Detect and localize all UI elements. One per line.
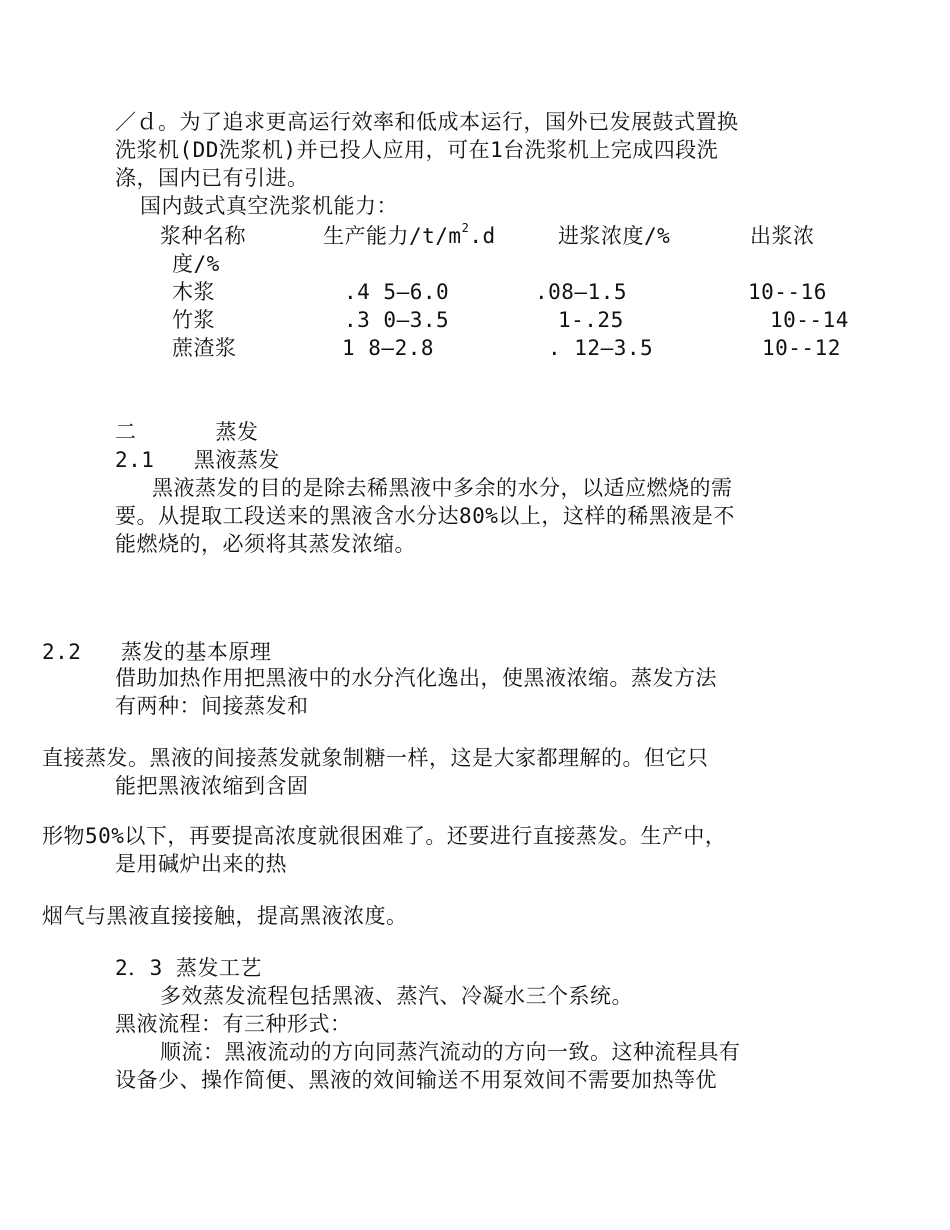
table-header-outlet-cont: 度/% [172, 252, 220, 276]
paragraph-line: 借助加热作用把黑液中的水分汽化逸出，使黑液浓缩。蒸发方法 [115, 666, 717, 690]
table-cell: .4 5—6.0 [344, 280, 450, 304]
intro-line-1: ／ｄ。为了追求更高运行效率和低成本运行，国外已发展鼓式置换 [115, 110, 739, 134]
intro-line-3: 涤，国内已有引进。 [115, 166, 309, 190]
table-cell: 10--14 [770, 308, 849, 332]
paragraph-line: 多效蒸发流程包括黑液、蒸汽、冷凝水三个系统。 [160, 984, 633, 1008]
table-cell: 1 8—2.8 [342, 336, 435, 360]
subsection-heading: 2.2 蒸发的基本原理 [42, 640, 272, 664]
paragraph-line: 直接蒸发。黑液的间接蒸发就象制糖一样，这是大家都理解的。但它只 [42, 746, 709, 770]
paragraph-line: 能把黑液浓缩到含固 [115, 774, 309, 798]
table-cell: .3 0—3.5 [344, 308, 450, 332]
table-cell: 1-.25 [558, 308, 624, 332]
paragraph-line: 是用碱炉出来的热 [115, 852, 287, 876]
subsection-heading: 2．3 蒸发工艺 [115, 956, 262, 980]
paragraph-line: 黑液流程：有三种形式： [115, 1012, 352, 1036]
table-cell: .08—1.5 [535, 280, 628, 304]
table-cell: 蔗渣浆 [172, 336, 237, 360]
table-cell: 10--12 [762, 336, 841, 360]
table-cell: 竹浆 [172, 308, 215, 332]
table-header-name: 浆种名称 [160, 224, 246, 248]
table-cell: 10--16 [748, 280, 827, 304]
paragraph-line: 黑液蒸发的目的是除去稀黑液中多余的水分，以适应燃烧的需 [152, 476, 733, 500]
table-header-outlet: 出浆浓 [750, 224, 815, 248]
paragraph-line: 有两种：间接蒸发和 [115, 694, 309, 718]
paragraph-line: 设备少、操作简便、黑液的效间输送不用泵效间不需要加热等优 [115, 1068, 717, 1092]
table-cell: . 12—3.5 [548, 336, 654, 360]
subsection-heading: 2.1 黑液蒸发 [115, 448, 280, 472]
table-cell: 木浆 [172, 280, 215, 304]
paragraph-line: 能燃烧的，必须将其蒸发浓缩。 [115, 532, 416, 556]
intro-line-2: 洗浆机(DD洗浆机)并已投人应用，可在1台洗浆机上完成四段洗 [115, 138, 719, 162]
table-header-capacity: 生产能力$/t/m^2.d$ [323, 221, 496, 248]
paragraph-line: 要。从提取工段送来的黑液含水分达80%以上，这样的稀黑液是不 [115, 504, 735, 528]
section-heading: 二 蒸发 [115, 420, 259, 444]
paragraph-line: 烟气与黑液直接接触，提高黑液浓度。 [42, 904, 408, 928]
intro-line-4: 国内鼓式真空洗浆机能力： [140, 194, 398, 218]
paragraph-line: 顺流：黑液流动的方向同蒸汽流动的方向一致。这种流程具有 [160, 1040, 741, 1064]
table-header-inlet: 进浆浓度/% [558, 224, 671, 248]
paragraph-line: 形物50%以下，再要提高浓度就很困难了。还要进行直接蒸发。生产中， [42, 824, 727, 848]
